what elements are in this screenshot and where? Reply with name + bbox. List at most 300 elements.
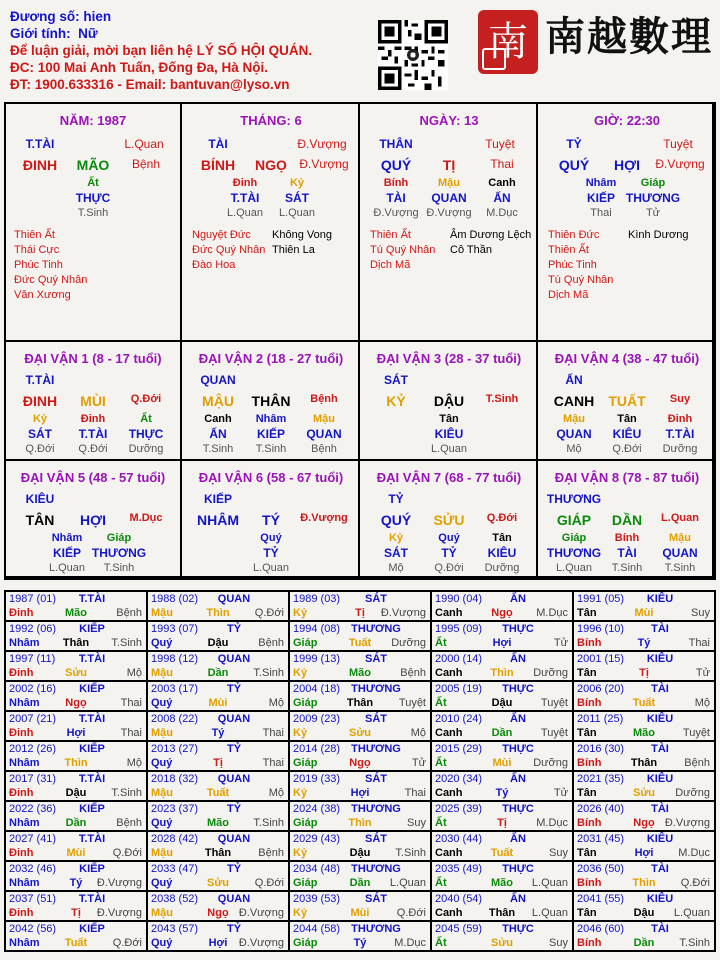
annual-cell — [147, 771, 289, 801]
annual-cell — [573, 711, 715, 741]
annual-life-stage: Đ.Vượng — [238, 907, 284, 919]
hidden-stem-god: TỶ — [263, 546, 279, 560]
hidden-stem: Đinh — [667, 413, 693, 425]
pillar-branch: TỊ — [442, 157, 456, 173]
annual-cell — [289, 741, 431, 771]
hidden-stem-stage: L.Quan — [430, 443, 468, 455]
annual-branch: Thân — [630, 757, 658, 769]
luck-period-title: ĐẠI VẬN 8 (78 - 87 tuổi) — [554, 470, 700, 485]
star-item: Thiên Đức — [548, 229, 600, 241]
annual-life-stage: Mộ — [268, 697, 284, 709]
annual-year: 2010 (24) — [435, 713, 483, 725]
annual-stem: Quý — [151, 637, 173, 649]
annual-branch: Sửu — [348, 727, 372, 739]
annual-year: 2034 (48) — [293, 863, 341, 875]
hidden-stem: Canh — [488, 177, 516, 189]
annual-cell — [573, 741, 715, 771]
annual-stem: Nhâm — [9, 937, 40, 949]
pillar-cell — [360, 102, 538, 342]
annual-cell — [573, 681, 715, 711]
annual-branch: Mùi — [634, 607, 654, 619]
annual-life-stage: Đ.Vượng — [96, 907, 142, 919]
annual-ten-god: THƯƠNG — [351, 623, 401, 635]
hidden-stem-god: ẤN — [493, 191, 511, 205]
hidden-stem: Nhâm — [255, 413, 287, 425]
annual-ten-god: SÁT — [365, 833, 387, 845]
annual-ten-god: TỶ — [226, 923, 242, 935]
hidden-stem-god: KIẾP — [256, 427, 286, 441]
hidden-stem: Giáp — [640, 177, 666, 189]
star-item: Không Vong — [272, 229, 332, 241]
annual-stem: Giáp — [293, 697, 318, 709]
star-item: Văn Xương — [14, 289, 71, 301]
annual-cell — [147, 921, 289, 951]
annual-cell — [5, 921, 147, 951]
annual-life-stage: T.Sinh — [111, 637, 142, 649]
hidden-stem-god: T.TÀI — [230, 191, 260, 205]
annual-year: 2012 (26) — [9, 743, 57, 755]
annual-branch: Dần — [633, 937, 655, 949]
annual-life-stage: Q.Đới — [680, 877, 710, 889]
star-item: Thiên La — [272, 244, 315, 256]
annual-year: 1992 (06) — [9, 623, 57, 635]
luck-life-stage: M.Dục — [129, 512, 163, 524]
annual-stem: Đinh — [9, 607, 34, 619]
annual-year: 1995 (09) — [435, 623, 483, 635]
luck-branch: DẬU — [433, 393, 465, 409]
star-item: Dịch Mã — [548, 289, 589, 301]
star-item: Âm Dương Lệch — [450, 229, 532, 241]
annual-stem: Giáp — [293, 937, 318, 949]
annual-ten-god: TÀI — [651, 923, 669, 935]
annual-stem: Kỷ — [293, 907, 308, 919]
luck-period-title: ĐẠI VẬN 4 (38 - 47 tuổi) — [554, 351, 700, 366]
annual-branch: Hợi — [66, 727, 86, 739]
annual-year: 1990 (04) — [435, 593, 483, 605]
annual-branch: Ngọ — [491, 607, 513, 619]
annual-year: 2008 (22) — [151, 713, 199, 725]
annual-branch: Dần — [349, 877, 371, 889]
pillar-stem: QUÝ — [558, 157, 590, 173]
annual-year: 2030 (44) — [435, 833, 483, 845]
annual-cell — [431, 621, 573, 651]
annual-cell — [573, 771, 715, 801]
qr-code[interactable] — [378, 20, 448, 90]
annual-stem: Giáp — [293, 637, 318, 649]
luck-life-stage: Bệnh — [310, 393, 338, 405]
hidden-stem-god: THỰC — [128, 427, 164, 441]
hidden-stem: Mậu — [313, 413, 335, 425]
annual-life-stage: Tuyệt — [682, 727, 710, 739]
annual-branch: Tý — [211, 727, 225, 739]
annual-life-stage: Đ.Vượng — [664, 817, 710, 829]
annual-year: 2039 (53) — [293, 893, 341, 905]
luck-life-stage: T.Sinh — [485, 393, 519, 405]
auspicious-stars — [14, 228, 87, 303]
annual-branch: Tuất — [64, 937, 88, 949]
annual-year: 2015 (29) — [435, 743, 483, 755]
annual-ten-god: KIẾP — [79, 623, 105, 635]
luck-stem: TÂN — [25, 512, 55, 528]
hidden-stem-stage: M.Dục — [486, 207, 518, 219]
annual-year: 2014 (28) — [293, 743, 341, 755]
annual-life-stage: Q.Đới — [254, 607, 284, 619]
annual-stem: Bính — [577, 697, 602, 709]
annual-cell — [573, 651, 715, 681]
annual-cell — [147, 831, 289, 861]
annual-stem: Bính — [577, 877, 602, 889]
hidden-stem-stage: T.Sinh — [255, 443, 287, 455]
luck-stem: NHÂM — [197, 512, 239, 528]
annual-ten-god: T.TÀI — [78, 833, 106, 845]
annual-branch: Dần — [65, 817, 87, 829]
annual-branch: Mão — [349, 667, 371, 679]
annual-branch: Thân — [62, 637, 90, 649]
hidden-stem-stage: Dưỡng — [662, 443, 698, 455]
hidden-stem: Kỷ — [32, 413, 48, 425]
hidden-stem-stage: Đ.Vượng — [373, 207, 419, 219]
hidden-stem: Mậu — [438, 177, 460, 189]
annual-ten-god: THỰC — [502, 623, 534, 635]
annual-branch: Tý — [69, 877, 83, 889]
annual-cell — [5, 621, 147, 651]
annual-year: 2046 (60) — [577, 923, 625, 935]
annual-life-stage: T.Sinh — [111, 787, 142, 799]
annual-year: 1997 (11) — [9, 653, 56, 665]
hidden-stem-god: QUAN — [306, 427, 342, 441]
luck-period-title: ĐẠI VẬN 6 (58 - 67 tuổi) — [198, 470, 344, 485]
annual-stem: Canh — [435, 727, 463, 739]
inauspicious-stars — [272, 228, 332, 258]
hidden-stem: Nhâm — [585, 177, 617, 189]
pillar-life-stage: Thai — [490, 157, 514, 171]
annual-branch: Ngọ — [207, 907, 229, 919]
annual-year: 2029 (43) — [293, 833, 341, 845]
annual-ten-god: KIÊU — [646, 593, 674, 605]
annual-ten-god: KIẾP — [79, 803, 105, 815]
luck-period-title: ĐẠI VẬN 5 (48 - 57 tuổi) — [20, 470, 166, 485]
annual-year: 2019 (33) — [293, 773, 341, 785]
annual-branch: Tý — [495, 787, 509, 799]
hidden-stem-stage: L.Quan — [555, 562, 593, 574]
annual-ten-god: QUAN — [217, 833, 251, 845]
annual-year: 2005 (19) — [435, 683, 483, 695]
annual-branch: Tị — [213, 757, 223, 769]
annual-life-stage: Suy — [549, 847, 568, 859]
hidden-stem: Bính — [383, 177, 409, 189]
annual-cell — [5, 681, 147, 711]
annual-life-stage: Bệnh — [258, 847, 284, 859]
pillar-title: GIỜ: 22:30 — [593, 113, 661, 128]
annual-branch: Dậu — [207, 637, 229, 649]
annual-stem: Nhâm — [9, 877, 40, 889]
annual-stem: Mậu — [151, 727, 173, 739]
hidden-stem: Kỷ — [289, 177, 305, 189]
annual-ten-god: TỶ — [226, 863, 242, 875]
annual-branch: Tuất — [348, 637, 372, 649]
hidden-stem-stage: Q.Đới — [612, 443, 642, 455]
luck-life-stage: L.Quan — [661, 512, 699, 524]
star-item: Đức Quý Nhân — [14, 274, 88, 286]
annual-life-stage: Đ.Vượng — [380, 607, 426, 619]
annual-cell — [147, 861, 289, 891]
hidden-stem: Bính — [614, 532, 640, 544]
annual-cell — [573, 801, 715, 831]
annual-life-stage: T.Sinh — [395, 847, 426, 859]
luck-period-cell — [360, 461, 538, 578]
annual-life-stage: Đ.Vượng — [96, 877, 142, 889]
annual-life-stage: Bệnh — [258, 637, 284, 649]
annual-stem: Quý — [151, 937, 173, 949]
annual-ten-god: T.TÀI — [78, 593, 106, 605]
annual-branch: Thân — [204, 847, 232, 859]
annual-cell — [289, 891, 431, 921]
annual-cell — [147, 621, 289, 651]
annual-year: 2027 (41) — [9, 833, 57, 845]
annual-year: 1987 (01) — [9, 593, 57, 605]
annual-branch: Ngọ — [349, 757, 371, 769]
annual-cell — [5, 591, 147, 621]
annual-stem: Tân — [577, 787, 597, 799]
annual-stem: Đinh — [9, 787, 34, 799]
annual-cell — [289, 831, 431, 861]
annual-year: 2002 (16) — [9, 683, 57, 695]
hidden-stem: Nhâm — [51, 532, 83, 544]
annual-stem: Quý — [151, 757, 173, 769]
annual-life-stage: M.Dục — [394, 937, 426, 949]
annual-year: 2033 (47) — [151, 863, 199, 875]
annual-year: 1993 (07) — [151, 623, 199, 635]
star-item: Dịch Mã — [370, 259, 411, 271]
pillar-branch-relation: L.Quan — [124, 137, 164, 151]
annual-stem: Canh — [435, 667, 463, 679]
annual-year: 2016 (30) — [577, 743, 625, 755]
pillar-branch: NGỌ — [255, 157, 287, 173]
annual-life-stage: Dưỡng — [533, 667, 568, 679]
annual-stem: Bính — [577, 757, 602, 769]
inauspicious-stars — [628, 228, 688, 243]
luck-stem-god: T.TÀI — [25, 373, 55, 387]
annual-branch: Mão — [491, 877, 513, 889]
star-item: Thiên Ất — [548, 244, 589, 256]
annual-year: 2017 (31) — [9, 773, 57, 785]
annual-ten-god: T.TÀI — [78, 893, 106, 905]
annual-life-stage: Bệnh — [116, 607, 142, 619]
annual-branch: Tuất — [490, 847, 514, 859]
annual-life-stage: Tuyệt — [540, 727, 568, 739]
annual-cell — [431, 681, 573, 711]
annual-life-stage: Tử — [553, 787, 568, 799]
annual-cell — [573, 891, 715, 921]
star-item: Tú Quý Nhân — [548, 274, 614, 286]
luck-period-title: ĐẠI VẬN 2 (18 - 27 tuổi) — [198, 351, 344, 366]
luck-stem-god: KIẾP — [203, 492, 233, 506]
annual-ten-god: ẤN — [510, 893, 526, 905]
annual-stem: Kỷ — [293, 667, 308, 679]
annual-cell — [5, 801, 147, 831]
annual-branch: Mùi — [66, 847, 86, 859]
annual-life-stage: Q.Đới — [396, 907, 426, 919]
annual-ten-god: THỰC — [502, 803, 534, 815]
hidden-stem-god: QUAN — [662, 546, 698, 560]
annual-branch: Tị — [71, 907, 81, 919]
annual-stem: Ất — [435, 637, 447, 649]
annual-cell — [289, 711, 431, 741]
annual-ten-god: KIẾP — [79, 863, 105, 875]
annual-branch: Thân — [346, 697, 374, 709]
annual-year: 2011 (25) — [577, 713, 624, 725]
luck-period-cell — [4, 461, 182, 578]
hidden-stem: Đinh — [80, 413, 106, 425]
annual-year: 2023 (37) — [151, 803, 199, 815]
hidden-stem: Tân — [617, 413, 637, 425]
pillar-cell — [538, 102, 714, 342]
annual-year: 2044 (58) — [293, 923, 341, 935]
hidden-stem-stage: Tử — [645, 207, 661, 219]
annual-life-stage: Bệnh — [116, 817, 142, 829]
hidden-stem-stage: T.Sinh — [202, 443, 234, 455]
luck-life-stage: Đ.Vượng — [300, 512, 348, 524]
annual-cell — [573, 861, 715, 891]
annual-branch: Dậu — [491, 697, 513, 709]
hidden-stem-stage: Mộ — [566, 443, 582, 455]
annual-cell — [5, 651, 147, 681]
annual-ten-god: KIÊU — [646, 833, 674, 845]
annual-year: 1989 (03) — [293, 593, 341, 605]
annual-year: 2018 (32) — [151, 773, 199, 785]
annual-branch: Mùi — [492, 757, 512, 769]
annual-cell — [147, 681, 289, 711]
annual-life-stage: M.Dục — [678, 847, 710, 859]
annual-life-stage: Mộ — [126, 757, 142, 769]
annual-life-stage: Suy — [549, 937, 568, 949]
hidden-stem-stage: L.Quan — [252, 562, 290, 574]
contact-phone-email[interactable]: ĐT: 1900.633316 - Email: bantuvan@lyso.vn — [10, 77, 290, 92]
pillar-cell — [4, 102, 182, 342]
annual-ten-god: TÀI — [651, 743, 669, 755]
annual-cell — [431, 831, 573, 861]
annual-year: 2013 (27) — [151, 743, 199, 755]
annual-year: 2006 (20) — [577, 683, 625, 695]
pillar-stem-god: TỶ — [566, 137, 582, 151]
luck-branch: DẦN — [611, 512, 643, 528]
annual-life-stage: Dưỡng — [533, 757, 568, 769]
annual-life-stage: Mộ — [694, 697, 710, 709]
annual-year: 2031 (45) — [577, 833, 625, 845]
hidden-stem-god: THƯƠNG — [625, 191, 681, 205]
annual-ten-god: ẤN — [510, 653, 526, 665]
hidden-stem-god: QUAN — [556, 427, 592, 441]
annual-branch: Hợi — [208, 937, 228, 949]
hidden-stem: Tân — [439, 413, 459, 425]
hidden-stem-stage: Q.Đới — [78, 443, 108, 455]
hidden-stem-god: TỶ — [441, 546, 457, 560]
hidden-stem-god: SÁT — [28, 427, 52, 441]
annual-ten-god: SÁT — [365, 593, 387, 605]
hidden-stem-stage: Bệnh — [311, 443, 337, 455]
annual-year: 2003 (17) — [151, 683, 199, 695]
luck-period-cell — [538, 461, 714, 578]
annual-stem: Bính — [577, 817, 602, 829]
pillar-stem-god: THÂN — [379, 137, 413, 151]
luck-period-cell — [360, 342, 538, 461]
hidden-stem-stage: Dưỡng — [128, 443, 164, 455]
annual-life-stage: Thai — [262, 727, 284, 739]
annual-life-stage: L.Quan — [531, 907, 568, 919]
luck-stem-god: QUAN — [200, 373, 236, 387]
hidden-stem-stage: T.Sinh — [611, 562, 643, 574]
annual-cell — [431, 651, 573, 681]
annual-ten-god: THƯƠNG — [351, 863, 401, 875]
hidden-stem-god: ẤN — [209, 427, 227, 441]
luck-stem-god: THƯƠNG — [546, 492, 602, 506]
annual-life-stage: Mộ — [410, 727, 426, 739]
seal-character: 南 — [488, 19, 528, 65]
pillar-stem: BÍNH — [200, 157, 236, 173]
annual-life-stage: T.Sinh — [253, 667, 284, 679]
annual-cell — [5, 861, 147, 891]
annual-cell — [5, 891, 147, 921]
annual-branch: Thìn — [64, 757, 88, 769]
annual-stem: Ất — [435, 757, 447, 769]
owner-name: Đương số: hien — [10, 9, 112, 24]
annual-branch: Tý — [353, 937, 367, 949]
annual-ten-god: T.TÀI — [78, 653, 106, 665]
annual-life-stage: Thai — [120, 697, 142, 709]
pillar-grid — [4, 102, 716, 580]
annual-stem: Tân — [577, 667, 597, 679]
hidden-stem-god: KIÊU — [612, 427, 642, 441]
annual-stem: Mậu — [151, 787, 173, 799]
annual-ten-god: SÁT — [365, 713, 387, 725]
annual-branch: Tý — [637, 637, 651, 649]
annual-cell — [147, 891, 289, 921]
pillar-stem-god: TÀI — [208, 137, 228, 151]
annual-cell — [5, 831, 147, 861]
annual-cell — [289, 591, 431, 621]
annual-branch: Sửu — [490, 937, 514, 949]
annual-stem: Nhâm — [9, 817, 40, 829]
annual-year: 1988 (02) — [151, 593, 199, 605]
annual-year: 2025 (39) — [435, 803, 483, 815]
annual-ten-god: QUAN — [217, 653, 251, 665]
brand-seal — [478, 10, 538, 74]
annual-cell — [431, 801, 573, 831]
star-item: Thái Cực — [14, 244, 60, 256]
annual-stem: Kỷ — [293, 847, 308, 859]
annual-cell — [147, 711, 289, 741]
annual-cell — [573, 591, 715, 621]
annual-life-stage: L.Quan — [389, 877, 426, 889]
annual-ten-god: THƯƠNG — [351, 683, 401, 695]
luck-period-cell — [182, 342, 360, 461]
hidden-stem: Kỷ — [388, 532, 404, 544]
annual-branch: Hợi — [634, 847, 654, 859]
pillar-branch-relation: Tuyệt — [663, 137, 693, 151]
annual-stem: Tân — [577, 907, 597, 919]
annual-stem: Giáp — [293, 877, 318, 889]
annual-cell — [5, 771, 147, 801]
annual-ten-god: KIẾP — [79, 683, 105, 695]
annual-grid — [4, 590, 716, 952]
luck-period-cell — [4, 342, 182, 461]
hidden-stem: Quý — [438, 532, 460, 544]
pillar-stem: QUÝ — [380, 157, 412, 173]
annual-ten-god: TÀI — [651, 863, 669, 875]
luck-branch: HỢI — [80, 512, 106, 528]
annual-branch: Tuất — [632, 697, 656, 709]
pillar-cell — [182, 102, 360, 342]
